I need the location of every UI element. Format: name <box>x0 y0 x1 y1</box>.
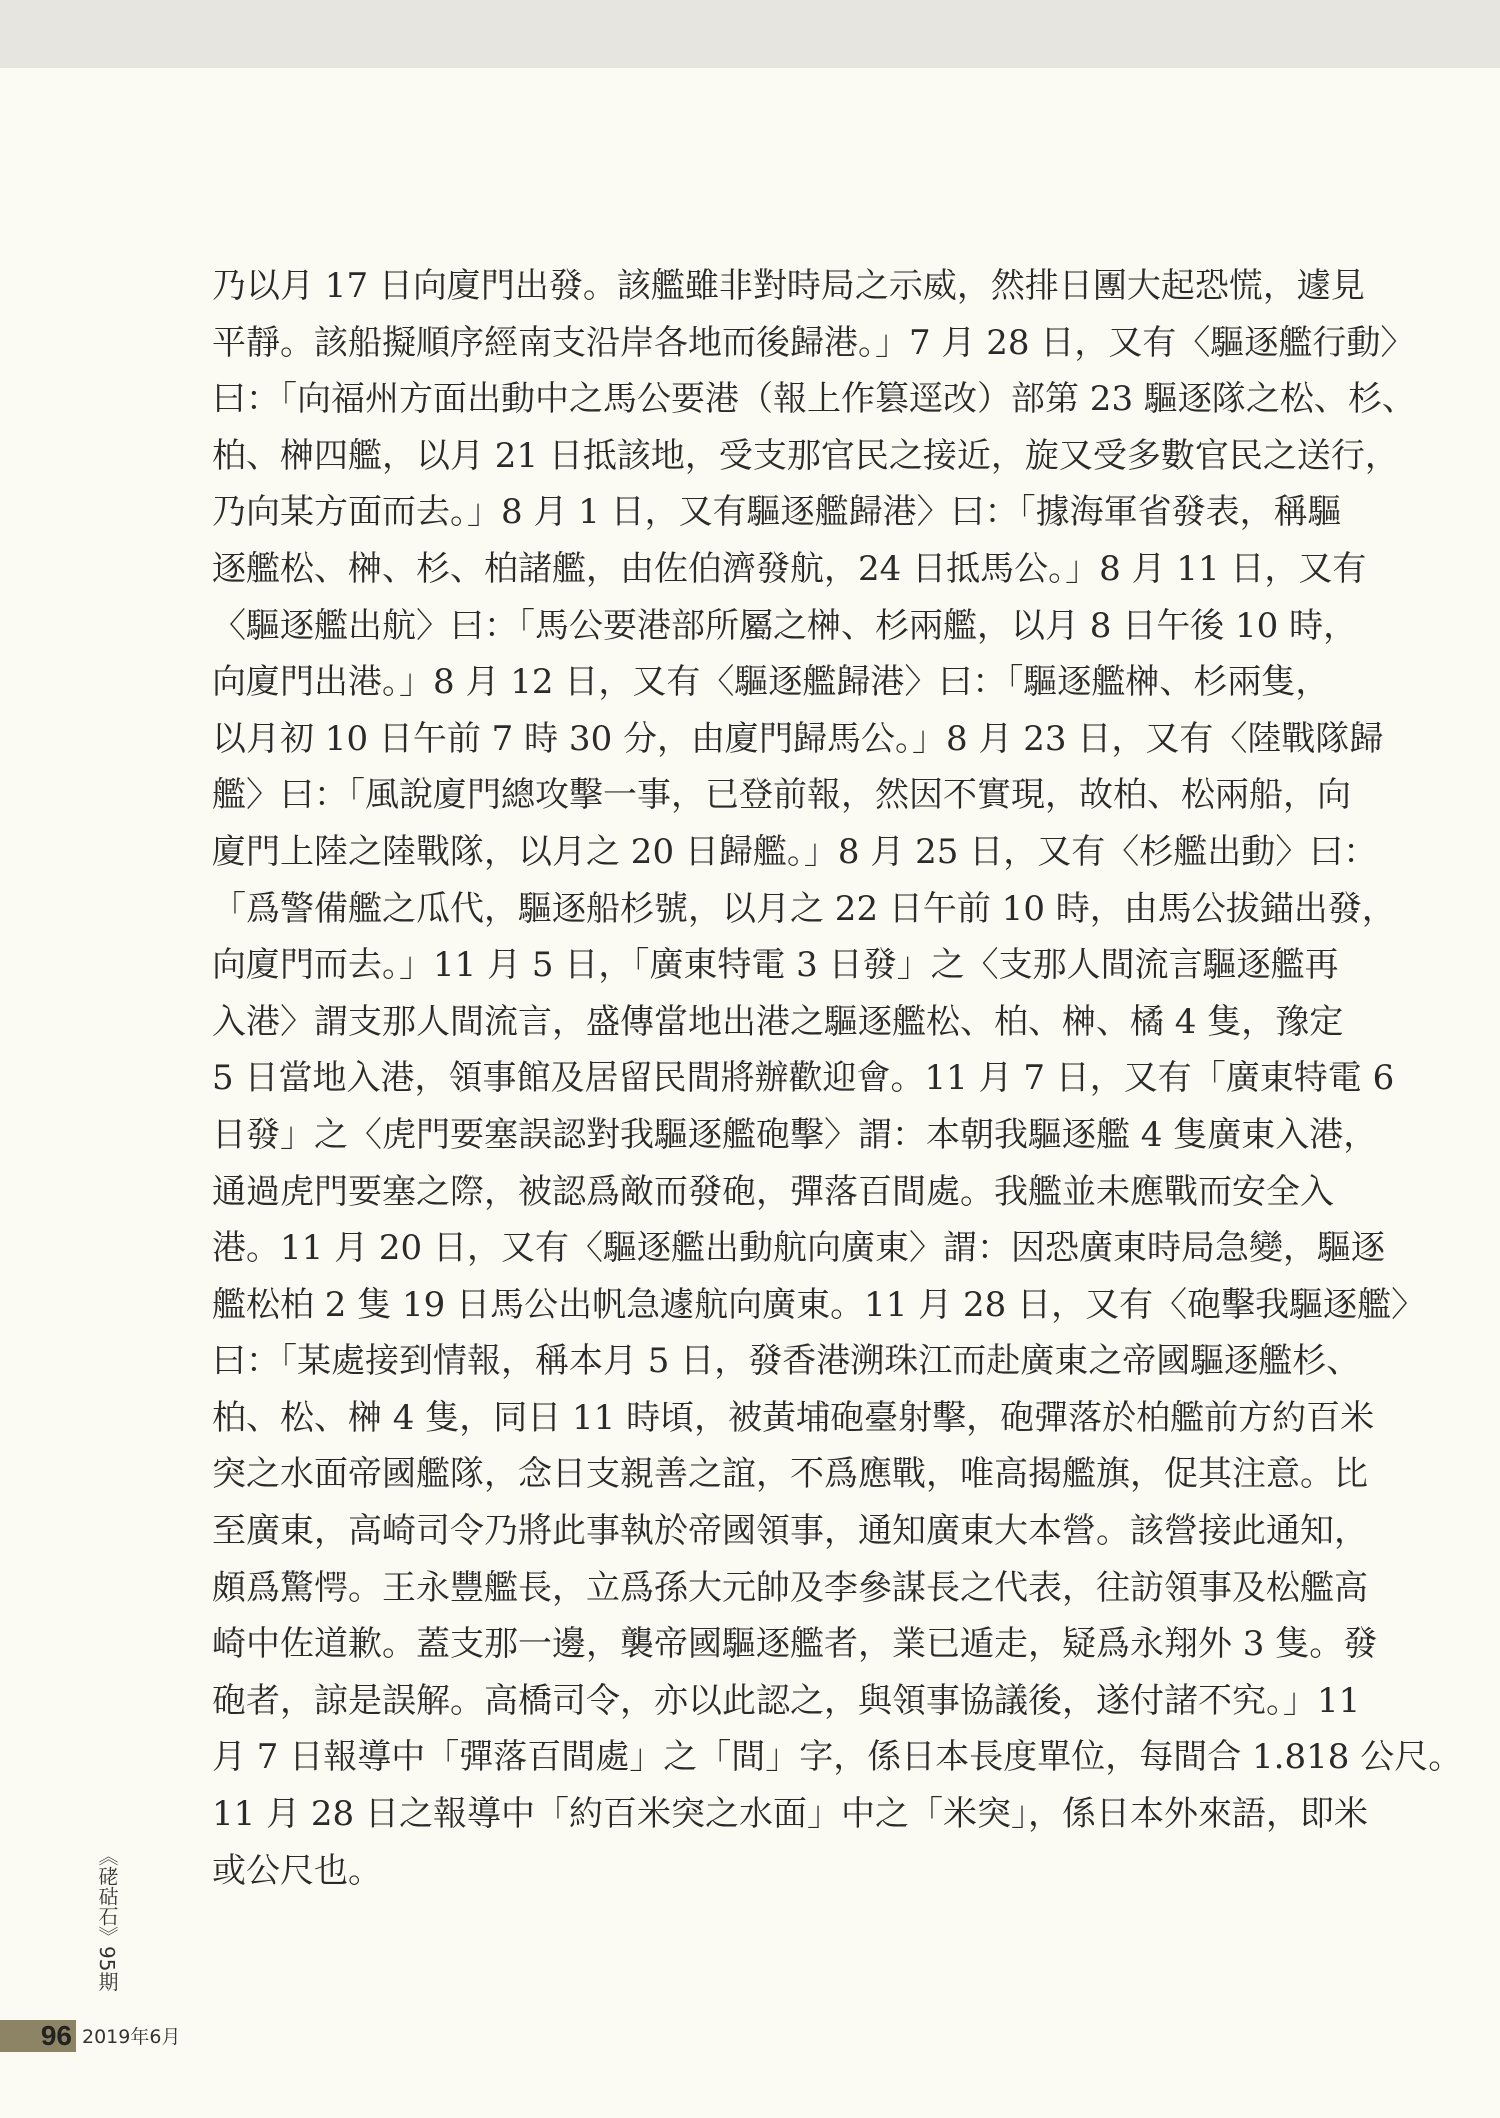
text-line: 〈驅逐艦出航〉曰：「馬公要港部所屬之榊、杉兩艦，以月 8 日午後 10 時， <box>212 605 1358 646</box>
text-line: 或公尺也。 <box>212 1850 382 1891</box>
text-line: 向廈門而去。」11 月 5 日，「廣東特電 3 日發」之〈支那人間流言驅逐艦再 <box>212 945 1339 986</box>
text-line: 至廣東，高崎司令乃將此事執於帝國領事，通知廣東大本營。該營接此通知， <box>212 1511 1368 1552</box>
text-line: 以月初 10 日午前 7 時 30 分，由廈門歸馬公。」8 月 23 日，又有〈陸戰隊歸 <box>212 718 1384 759</box>
text-line: 「爲警備艦之瓜代，驅逐船杉號，以月之 22 日午前 10 時，由馬公拔錨出發， <box>212 888 1396 929</box>
text-line: 5 日當地入港，領事館及居留民間將辦歡迎會。11 月 7 日，又有「廣東特電 6 <box>212 1058 1395 1099</box>
issue-date: 2019年6月 <box>82 2026 181 2048</box>
text-line: 柏、榊四艦，以月 21 日抵該地，受支那官民之接近，旋又受多數官民之送行， <box>212 435 1399 476</box>
text-line: 乃以月 17 日向廈門出發。該艦雖非對時局之示威，然排日團大起恐慌，遽見 <box>212 266 1365 306</box>
text-line: 平靜。該船擬順序經南支沿岸各地而後歸港。」7 月 28 日，又有〈驅逐艦行動〉 <box>212 322 1415 363</box>
text-line: 11 月 28 日之報導中「約百米突之水面」中之「米突」，係日本外來語，即米 <box>212 1794 1368 1835</box>
text-line: 逐艦松、榊、杉、柏諸艦，由佐伯濟發航，24 日抵馬公。」8 月 11 日，又有 <box>212 548 1367 589</box>
text-line: 向廈門出港。」8 月 12 日，又有〈驅逐艦歸港〉曰：「驅逐艦榊、杉兩隻， <box>212 662 1330 703</box>
body-text <box>212 258 1463 1899</box>
scan-top-border <box>0 0 1500 68</box>
text-line: 廈門上陸之陸戰隊，以月之 20 日歸艦。」8 月 25 日，又有〈杉艦出動〉曰： <box>212 831 1378 872</box>
text-line: 突之水面帝國艦隊，念日支親善之誼，不爲應戰，唯高揭艦旗，促其注意。比 <box>212 1454 1368 1495</box>
text-line: 曰：「向福州方面出動中之馬公要港（報上作篡逕改）部第 23 驅逐隊之松、杉、 <box>212 379 1416 420</box>
text-line: 乃向某方面而去。」8 月 1 日，又有驅逐艦歸港〉曰：「據海軍省發表，稱驅 <box>212 492 1342 533</box>
text-line: 月 7 日報導中「彈落百間處」之「間」字，係日本長度單位，每間合 1.818 公尺。 <box>212 1737 1463 1778</box>
text-line: 入港〉謂支那人間流言，盛傳當地出港之驅逐艦松、柏、榊、橘 4 隻，豫定 <box>212 1001 1344 1042</box>
journal-title: 《硓𥑮石》95期 <box>95 1846 119 1992</box>
text-line: 港。11 月 20 日，又有〈驅逐艦出動航向廣東〉謂：因恐廣東時局急變，驅逐 <box>212 1228 1385 1269</box>
text-line: 通過虎門要塞之際，被認爲敵而發砲，彈落百間處。我艦並未應戰而安全入 <box>212 1171 1334 1212</box>
text-line: 砲者，諒是誤解。高橋司令，亦以此認之，與領事協議後，遂付諸不究。」11 <box>212 1680 1361 1721</box>
page-number: 96 <box>0 2020 76 2052</box>
text-line: 柏、松、榊 4 隻，同日 11 時頃，被黃埔砲臺射擊，砲彈落於柏艦前方約百米 <box>212 1397 1375 1438</box>
text-line: 頗爲驚愕。王永豐艦長，立爲孫大元帥及李參謀長之代表，往訪領事及松艦高 <box>212 1567 1368 1608</box>
text-line: 崎中佐道歉。蓋支那一邊，襲帝國驅逐艦者，業已遁走，疑爲永翔外 3 隻。發 <box>212 1624 1378 1665</box>
text-line: 曰：「某處接到情報，稱本月 5 日，發香港溯珠江而赴廣東之帝國驅逐艦杉、 <box>212 1341 1361 1382</box>
text-line: 艦松柏 2 隻 19 日馬公出帆急遽航向廣東。11 月 28 日，又有〈砲擊我驅逐艦〉 <box>212 1284 1426 1325</box>
text-line: 艦〉曰：「風說廈門總攻擊一事，已登前報，然因不實現，故柏、松兩船，向 <box>212 775 1351 816</box>
text-line: 日發」之〈虎門要塞誤認對我驅逐艦砲擊〉謂：本朝我驅逐艦 4 隻廣東入港， <box>212 1114 1378 1155</box>
